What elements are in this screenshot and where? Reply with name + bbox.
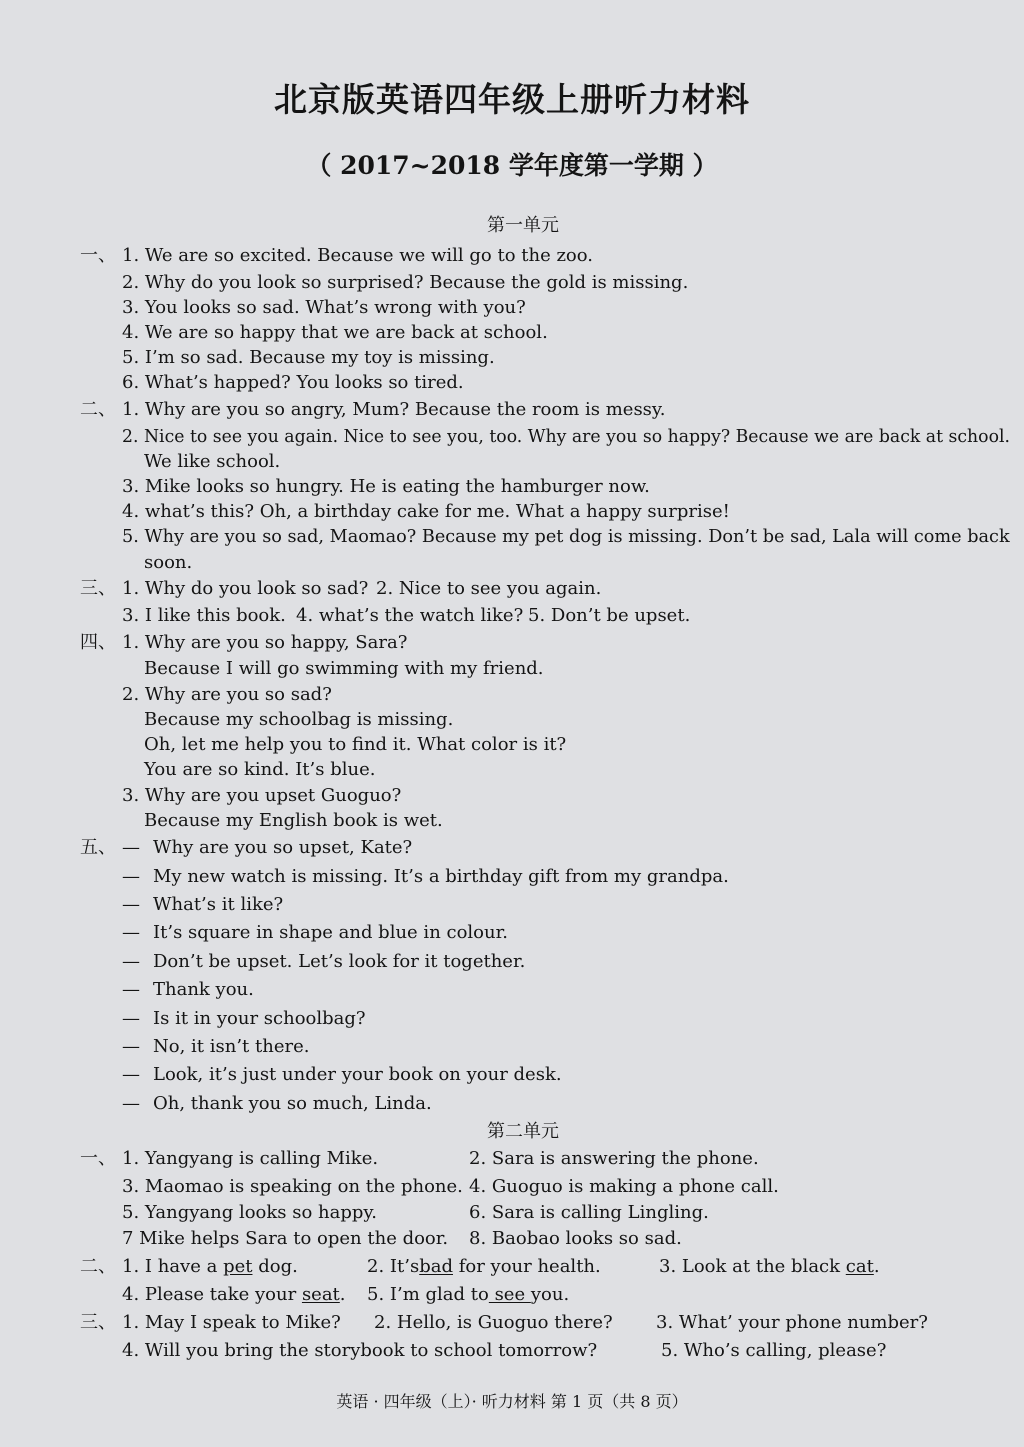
dialogue-line: Thank you.: [153, 979, 254, 1000]
dialogue-line: My new watch is missing. It’s a birthday gift from my grandpa.: [153, 866, 729, 887]
list-item: 3. Mike looks so hungry. He is eating the hamburger now.: [122, 476, 650, 497]
list-item: 3. You looks so sad. What’s wrong with you?: [122, 297, 526, 318]
underlined-word: bad: [419, 1256, 453, 1277]
list-item: 5. Yangyang looks so happy.: [122, 1202, 377, 1223]
list-item: 2. Why are you so sad?: [122, 684, 332, 705]
fill-in-item: 1. I have a pet dog.: [122, 1256, 298, 1277]
dialogue-line: It’s square in shape and blue in colour.: [153, 922, 508, 943]
section-mark: 一、: [80, 245, 116, 266]
list-item: 2. Hello, is Guoguo there?: [374, 1312, 613, 1333]
dialogue-dash: —: [122, 922, 140, 943]
list-item: 1. Why are you so angry, Mum? Because the room is messy.: [122, 399, 666, 420]
section-mark: 一、: [80, 1148, 116, 1169]
underlined-word: cat: [845, 1256, 874, 1277]
list-item: Because my English book is wet.: [144, 810, 443, 831]
underlined-word: see: [488, 1284, 531, 1305]
list-item: 1. Why do you look so sad?: [122, 578, 369, 599]
document-subtitle: （ 2017~2018 学年度第一学期 ）: [306, 151, 718, 180]
list-item: 7 Mike helps Sara to open the door.: [122, 1228, 449, 1249]
list-item: Because I will go swimming with my friend.: [144, 658, 544, 679]
list-item: 5. I’m so sad. Because my toy is missing.: [122, 347, 495, 368]
list-item: 1. Why are you so happy, Sara?: [122, 632, 408, 653]
list-item: 1. Yangyang is calling Mike.: [122, 1148, 379, 1169]
dialogue-line: Oh, thank you so much, Linda.: [153, 1093, 432, 1114]
list-item: 4. what’s this? Oh, a birthday cake for me. What a happy surprise!: [122, 501, 730, 522]
dialogue-dash: —: [122, 837, 140, 858]
dialogue-line: Is it in your schoolbag?: [153, 1008, 366, 1029]
dialogue-dash: —: [122, 1093, 140, 1114]
section-mark: 二、: [80, 399, 116, 420]
underlined-word: seat: [301, 1284, 340, 1305]
list-item: We like school.: [144, 451, 281, 472]
dialogue-dash: —: [122, 894, 140, 915]
dialogue-dash: —: [122, 979, 140, 1000]
list-item: 4. We are so happy that we are back at school.: [122, 322, 548, 343]
unit1-heading: 第一单元: [487, 215, 559, 236]
list-item: 6. Sara is calling Lingling.: [469, 1202, 709, 1223]
dialogue-line: Look, it’s just under your book on your desk.: [153, 1064, 562, 1085]
dialogue-line: What’s it like?: [153, 894, 284, 915]
underlined-word: pet: [223, 1256, 253, 1277]
section-mark: 三、: [80, 1312, 116, 1333]
dialogue-line: No, it isn’t there.: [153, 1036, 310, 1057]
page-footer: 英语 · 四年级（上）· 听力材料 第 1 页（共 8 页）: [336, 1392, 688, 1411]
list-item: 1. We are so excited. Because we will go to the zoo.: [122, 245, 594, 266]
dialogue-dash: —: [122, 866, 140, 887]
list-item: soon.: [144, 552, 193, 573]
section-mark: 四、: [80, 632, 116, 653]
list-item: You are so kind. It’s blue.: [144, 759, 376, 780]
list-item: 3. Why are you upset Guoguo?: [122, 785, 402, 806]
list-item: 8. Baobao looks so sad.: [469, 1228, 682, 1249]
dialogue-dash: —: [122, 1036, 140, 1057]
list-item: 4. what’s the watch like?: [296, 605, 524, 626]
list-item: 5. Why are you so sad, Maomao? Because my pet dog is missing. Don’t be sad, Lala will come back: [122, 526, 1010, 547]
list-item: 5. Don’t be upset.: [528, 605, 691, 626]
list-item: Oh, let me help you to find it. What color is it?: [144, 734, 567, 755]
list-item: 2. Sara is answering the phone.: [469, 1148, 759, 1169]
dialogue-line: Don’t be upset. Let’s look for it together.: [153, 951, 526, 972]
fill-in-item: 2. It’sbad for your health.: [367, 1256, 601, 1277]
list-item: 2. Nice to see you again.: [376, 578, 602, 599]
document-title: 北京版英语四年级上册听力材料: [274, 80, 750, 119]
dialogue-dash: —: [122, 1008, 140, 1029]
fill-in-item: 4. Please take your seat.: [122, 1284, 346, 1305]
list-item: 3. What’ your phone number?: [656, 1312, 928, 1333]
dialogue-line: Why are you so upset, Kate?: [153, 837, 413, 858]
section-mark: 三、: [80, 578, 116, 599]
fill-in-item: 3. Look at the black cat.: [659, 1256, 880, 1277]
list-item: Because my schoolbag is missing.: [144, 709, 454, 730]
list-item: 4. Will you bring the storybook to school tomorrow?: [122, 1340, 598, 1361]
section-mark: 五、: [80, 837, 116, 858]
unit2-heading: 第二单元: [487, 1121, 559, 1142]
list-item: 2. Nice to see you again. Nice to see you, too. Why are you so happy? Because we are back at school.: [122, 426, 1010, 447]
list-item: 6. What’s happed? You looks so tired.: [122, 372, 464, 393]
list-item: 4. Guoguo is making a phone call.: [469, 1176, 779, 1197]
list-item: 1. May I speak to Mike?: [122, 1312, 341, 1333]
list-item: 5. Who’s calling, please?: [661, 1340, 887, 1361]
dialogue-dash: —: [122, 1064, 140, 1085]
section-mark: 二、: [80, 1256, 116, 1277]
list-item: 2. Why do you look so surprised? Because the gold is missing.: [122, 272, 689, 293]
list-item: 3. I like this book.: [122, 605, 286, 626]
list-item: 3. Maomao is speaking on the phone.: [122, 1176, 463, 1197]
fill-in-item: 5. I’m glad to see you.: [367, 1284, 570, 1305]
dialogue-dash: —: [122, 951, 140, 972]
